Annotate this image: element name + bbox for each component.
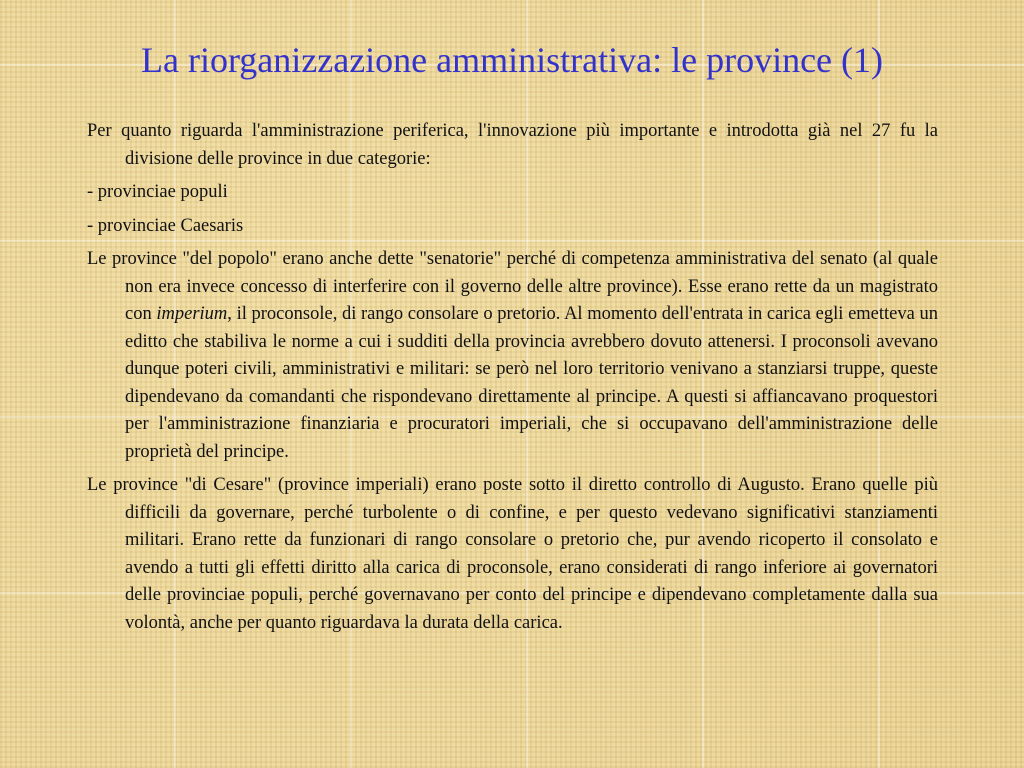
slide-body [87, 118, 938, 643]
paragraph-province-del-popolo [87, 246, 938, 466]
paragraph-province-del-popolo-part-1: Le province "del popolo" erano anche dette "senatorie" perché di competenza amministrativa del senato (al quale non era invece concesso di interferire con il governo delle altre province). Esse erano rette da un magistrato con [87, 249, 938, 324]
paragraph-intro: Per quanto riguarda l'amministrazione periferica, l'innovazione più importante e introdotta già nel 27 fu la divisione delle province in due categorie: [87, 121, 938, 169]
paragraph-province-di-cesare: Le province "di Cesare" (province imperiali) erano poste sotto il diretto controllo di Augusto. Erano quelle più difficili da governare, perché turbolente o di confine, e per questo vedevano significativi stanziamenti militari. Erano rette da funzionari di rango consolare o pretorio che, pur avendo ricoperto il consolato e avendo a tutti gli effetti diritto alla carica di proconsole, erano considerati di rango inferiore ai governatori delle provinciae populi, perché governavano per conto del principe e dipendevano completamente dalla sua volontà, anche per quanto riguardava la durata della carica. [87, 475, 938, 633]
term-imperium: imperium [156, 304, 228, 324]
slide-title: La riorganizzazione amministrativa: le province (1) [140, 40, 884, 80]
list-item-provinciae-populi: - provinciae populi [87, 182, 228, 202]
list-item-provinciae-caesaris: - provinciae Caesaris [87, 215, 244, 236]
paragraph-province-del-popolo-part-2: , il proconsole, di rango consolare o pretorio. Al momento dell'entrata in carica egli emetteva un editto che stabiliva le norme a cui i sudditi della provincia avrebbero dovuto attenersi. I proconsoli avevano dunque poteri civili, amministrativi e militari: se però nel loro territorio venivano a stanziarsi truppe, queste dipendevano da comandanti che rispondevano direttamente al principe. A questi si affiancavano proquestori per l'amministrazione finanziaria e procuratori imperiali, che si occupavano dell'amministrazione delle proprietà del principe. [125, 304, 938, 462]
